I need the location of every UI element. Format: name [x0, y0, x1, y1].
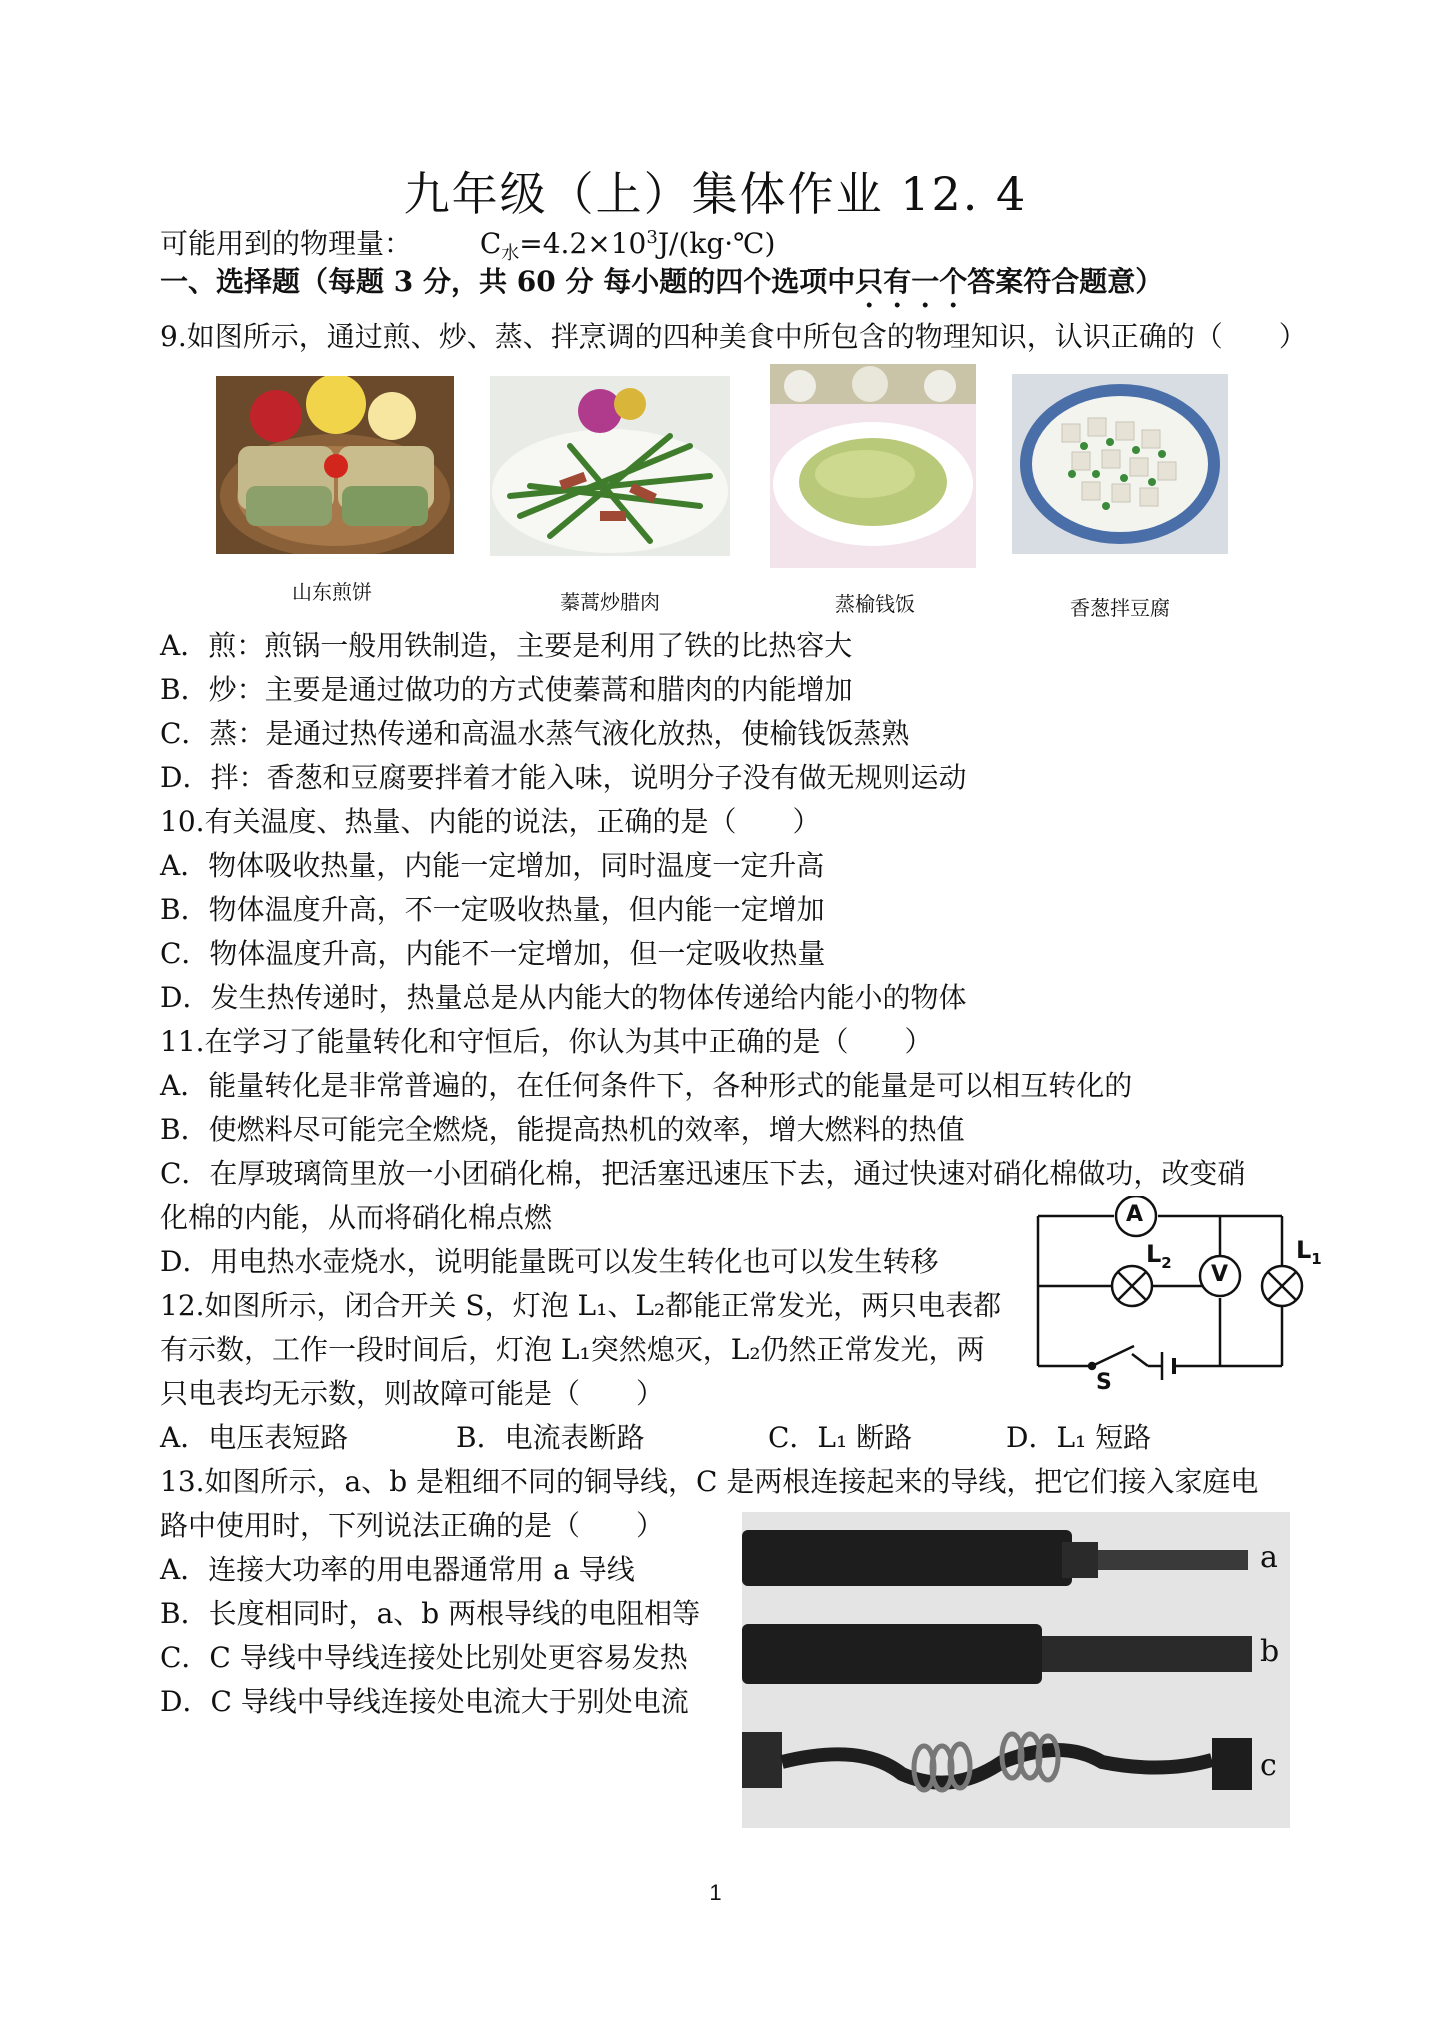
section-heading-emphasis: 只有一个 [855, 265, 968, 298]
q12-stem-line1: 12.如图所示，闭合开关 S，灯泡 L₁、L₂都能正常发光，两只电表都 [160, 1289, 1002, 1322]
wire-label-a: a [1260, 1540, 1278, 1575]
q13-option-a: A．连接大功率的用电器通常用 a 导线 [160, 1553, 635, 1586]
q12-option-a: A．电压表短路 [160, 1421, 349, 1454]
q10-option-c: C．物体温度升高，内能不一定增加，但一定吸收热量 [160, 937, 826, 970]
constant-symbol: C [479, 227, 502, 260]
constant-value: =4.2×10 [519, 227, 647, 260]
wire-label-b: b [1260, 1634, 1280, 1669]
photo-pancake [216, 376, 454, 554]
q13-stem-line2: 路中使用时，下列说法正确的是（ ） [160, 1509, 665, 1542]
constant-exponent: 3 [646, 227, 658, 248]
constant-unit: J/(kg·℃) [657, 227, 776, 260]
q11-stem: 11.在学习了能量转化和守恒后，你认为其中正确的是（ ） [160, 1025, 933, 1058]
q11-option-d: D．用电热水壶烧水，说明能量既可以发生转化也可以发生转移 [160, 1245, 939, 1278]
q9-option-c: C．蒸：是通过热传递和高温水蒸气液化放热，使榆钱饭蒸熟 [160, 717, 910, 750]
voltmeter-label: V [1211, 1262, 1229, 1287]
q13-option-b: B．长度相同时，a、b 两根导线的电阻相等 [160, 1597, 701, 1630]
photo-stirfry [490, 376, 730, 556]
q11-option-c-line2: 化棉的内能，从而将硝化棉点燃 [160, 1201, 553, 1234]
lamp1-label: $L_1$ [1296, 1236, 1322, 1268]
q11-option-a: A．能量转化是非常普遍的，在任何条件下，各种形式的能量是可以相互转化的 [160, 1069, 1133, 1102]
constants-label: 可能用到的物理量： [160, 227, 413, 260]
q11-option-c-line1: C．在厚玻璃筒里放一小团硝化棉，把活塞迅速压下去，通过快速对硝化棉做功，改变硝 [160, 1157, 1246, 1190]
q12-stem-line3: 只电表均无示数，则故障可能是（ ） [160, 1377, 665, 1410]
page-title: 九年级（上）集体作业 12. 4 [403, 167, 1028, 221]
q10-option-d: D．发生热传递时，热量总是从内能大的物体传递给内能小的物体 [160, 981, 967, 1014]
q9-option-d: D．拌：香葱和豆腐要拌着才能入味，说明分子没有做无规则运动 [160, 761, 967, 794]
q11-option-b: B．使燃料尽可能完全燃烧，能提高热机的效率，增大燃料的热值 [160, 1113, 965, 1146]
lamp2-label: $L_2$ [1146, 1240, 1172, 1272]
caption-steamed: 蒸榆钱饭 [835, 592, 915, 616]
q12-stem-line2: 有示数，工作一段时间后，灯泡 L₁突然熄灭，L₂仍然正常发光，两 [160, 1333, 985, 1366]
circuit-diagram [1030, 1196, 1330, 1396]
section-heading [160, 262, 1163, 314]
photo-tofu [1012, 374, 1228, 554]
q12-option-c: C．L₁ 断路 [768, 1421, 913, 1454]
section-heading-suffix: 答案符合题意） [967, 265, 1164, 298]
page-number: 1 [709, 1880, 722, 1905]
q9-option-b: B．炒：主要是通过做功的方式使蓁蒿和腊肉的内能增加 [160, 673, 853, 706]
q13-stem-line1: 13.如图所示，a、b 是粗细不同的铜导线，C 是两根连接起来的导线，把它们接入家庭电 [160, 1465, 1259, 1498]
q13-option-d: D．C 导线中导线连接处电流大于别处电流 [160, 1685, 689, 1718]
switch-label: S [1096, 1370, 1112, 1395]
q10-stem: 10.有关温度、热量、内能的说法，正确的是（ ） [160, 805, 821, 838]
wires-photo [742, 1512, 1290, 1828]
caption-pancake: 山东煎饼 [292, 580, 372, 604]
q9-option-a: A．煎：煎锅一般用铁制造，主要是利用了铁的比热容大 [160, 629, 853, 662]
q10-option-a: A．物体吸收热量，内能一定增加，同时温度一定升高 [160, 849, 825, 882]
q12-option-d: D．L₁ 短路 [1006, 1421, 1152, 1454]
caption-stirfry: 蓁蒿炒腊肉 [560, 590, 660, 614]
q10-option-b: B．物体温度升高，不一定吸收热量，但内能一定增加 [160, 893, 825, 926]
q12-option-b: B．电流表断路 [456, 1421, 645, 1454]
ammeter-label: A [1126, 1202, 1144, 1227]
photo-steamed [770, 364, 976, 568]
q9-stem: 9.如图所示，通过煎、炒、蒸、拌烹调的四种美食中所包含的物理知识，认识正确的（ ） [160, 320, 1307, 353]
caption-tofu: 香葱拌豆腐 [1070, 596, 1170, 620]
constant-subscript: 水 [501, 243, 520, 264]
wire-label-c: c [1260, 1748, 1277, 1783]
q13-option-c: C．C 导线中导线连接处比别处更容易发热 [160, 1641, 688, 1674]
section-heading-prefix: 一、选择题（每题 3 分，共 60 分 每小题的四个选项中 [160, 265, 856, 298]
